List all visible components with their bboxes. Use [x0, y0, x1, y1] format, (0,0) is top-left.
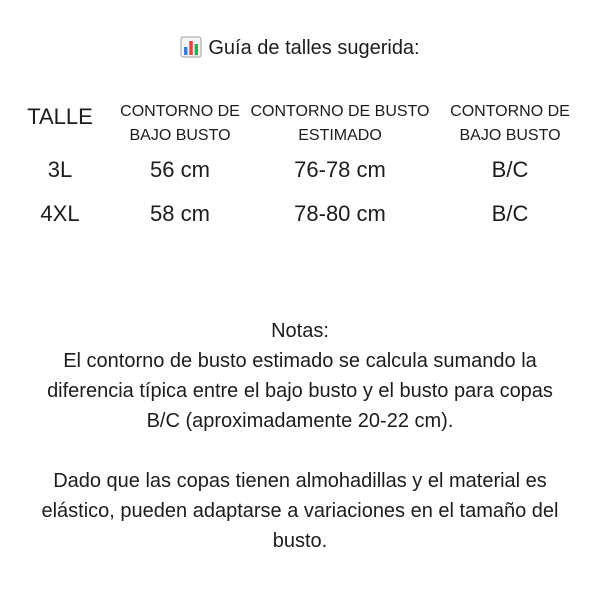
notes-spacer [40, 436, 560, 466]
table-cell-busto-estimado: 78-80 cm [294, 201, 386, 226]
notes-paragraph-padding: Dado que las copas tienen almohadillas y el material es elástico, pueden adaptarse a variaciones en el tamaño del busto. [41, 470, 559, 552]
notes-section [40, 316, 560, 556]
column-header-busto-estimado: CONTORNO DE BUSTO ESTIMADO [250, 103, 430, 144]
table-cell-busto-estimado: 76-78 cm [294, 157, 386, 182]
page-title: Guía de talles sugerida: [208, 37, 420, 59]
table-cell-copa: B/C [491, 157, 529, 182]
table-cell-talle: 3L [47, 157, 73, 182]
column-header-bajo-busto: CONTORNO DE BAJO BUSTO [120, 103, 240, 144]
notes-heading: Notas: [271, 320, 329, 342]
size-guide-table [10, 100, 590, 236]
table-cell-bajo-busto: 58 cm [150, 201, 210, 226]
table-cell-talle: 4XL [40, 201, 80, 226]
table-header-row [10, 100, 590, 148]
table-cell-bajo-busto: 56 cm [150, 157, 210, 182]
page-title-row [0, 34, 600, 62]
table-row [10, 192, 590, 236]
table-cell-copa: B/C [491, 201, 529, 226]
bar-chart-icon [180, 36, 202, 58]
notes-paragraph-estimate: El contorno de busto estimado se calcula sumando la diferencia típica entre el bajo busto y el busto para copas B/C (aproximadamente 20-22 cm). [47, 350, 553, 432]
column-header-talle: TALLE [27, 104, 93, 129]
table-row [10, 148, 590, 192]
column-header-bajo-busto-2: CONTORNO DE BAJO BUSTO [450, 103, 570, 144]
